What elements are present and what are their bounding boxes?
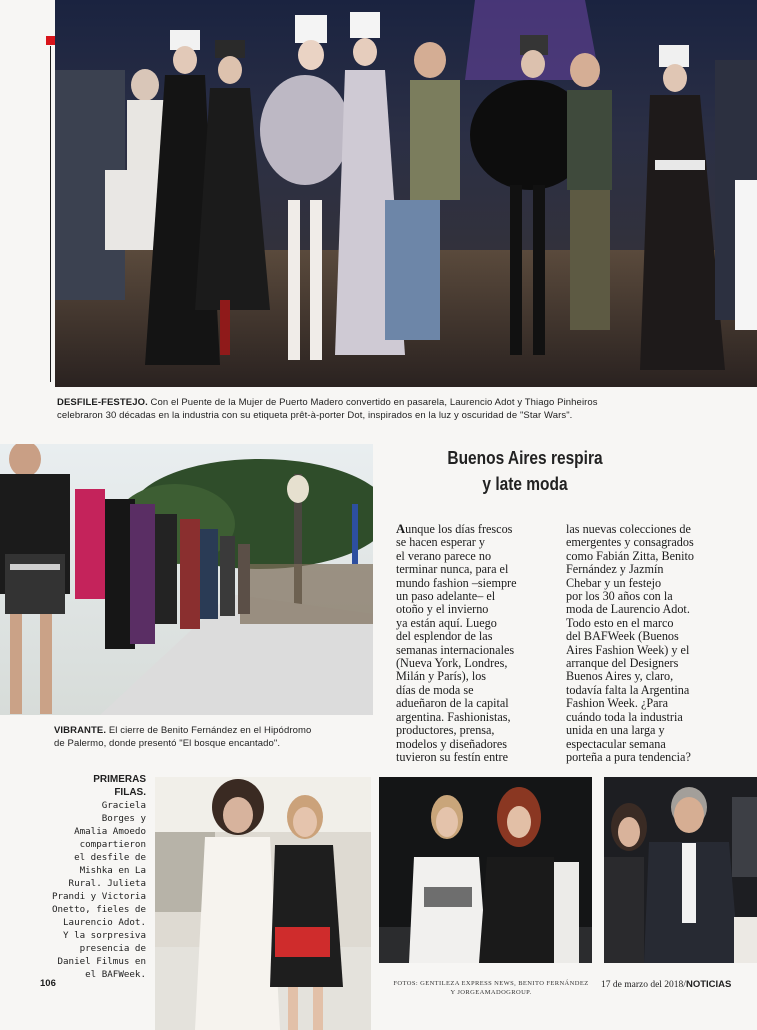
side-caption-line: Daniel Filmus en xyxy=(57,956,146,967)
article-line: argentina. Fashionistas, xyxy=(396,709,511,724)
article-column-2 xyxy=(566,523,736,764)
photo-credits xyxy=(386,980,596,997)
side-caption-line: Onetto, fieles de xyxy=(51,904,146,915)
article-line: Chebar y un festejo xyxy=(566,575,662,590)
headline-line-2: y late moda xyxy=(482,474,568,494)
caption-lead: VIBRANTE. xyxy=(54,725,107,736)
side-caption-line: el desfile de xyxy=(74,852,146,863)
article-line: modelos y diseñadores xyxy=(396,736,508,751)
article-line: otoño y el invierno xyxy=(396,602,489,617)
side-caption-line: Amalia Amoedo xyxy=(74,826,146,837)
caption-text-line2: celebraron 30 décadas en la industria con su etiqueta prêt-à-porter Dot, inspirados en la luz y oscuridad de "Star Wars". xyxy=(57,410,573,421)
column-2-text xyxy=(566,523,736,764)
article-line: terminar nunca, para el xyxy=(396,562,509,577)
article-line: moda de Laurencio Adot. xyxy=(566,602,690,617)
article-line: del esplendor de las xyxy=(396,629,493,644)
article-line: adueñaron de la capital xyxy=(396,696,509,711)
article-line: unida en una larga y xyxy=(566,723,665,738)
article-line: arranque del Designers xyxy=(566,656,679,671)
article-line: productores, prensa, xyxy=(396,723,495,738)
article-line: las nuevas colecciones de xyxy=(566,522,691,536)
photo-credits-line-2: Y JORGEAMADOGROUP. xyxy=(450,988,532,996)
article-line: por los 30 años con la xyxy=(566,589,673,604)
side-caption-line: compartieron xyxy=(79,839,146,850)
side-caption-line: Mishka en La xyxy=(79,865,146,876)
article-line: el verano parece no xyxy=(396,548,492,563)
side-caption-line: PRIMERAS xyxy=(93,774,146,785)
article-line: emergentes y consagrados xyxy=(566,535,694,550)
article-line: semanas internacionales xyxy=(396,642,515,657)
article-line: tuvieron su festín entre xyxy=(396,749,509,764)
page-number: 106 xyxy=(40,978,56,989)
headline-line-1: Buenos Aires respira xyxy=(447,448,603,468)
photo-prandi-onetto xyxy=(379,777,592,963)
magazine-name: NOTICIAS xyxy=(685,979,732,990)
side-caption-line: Rural. Julieta xyxy=(68,878,146,889)
caption-text: Con el Puente de la Mujer de Puerto Madero convertido en pasarela, Laurencio Adot y Thiago Pinheiros xyxy=(147,397,598,408)
article-line: del BAFWeek (Buenos xyxy=(566,629,679,644)
article-line: días de moda se xyxy=(396,682,474,697)
article-line: ya están aquí. Luego xyxy=(396,615,497,630)
article-line: como Fabián Zitta, Benito xyxy=(566,548,694,563)
column-1-text xyxy=(396,522,546,764)
side-caption-line: Borges y xyxy=(101,813,146,824)
article-line: Buenos Aires y, claro, xyxy=(566,669,674,684)
vertical-rule xyxy=(50,46,51,382)
photo-filmus xyxy=(604,777,757,963)
article-headline xyxy=(420,445,630,497)
side-caption-line: Prandi y Victoria xyxy=(51,891,146,902)
side-caption-line: FILAS. xyxy=(114,787,146,798)
article-line: Milán y París), los xyxy=(396,669,487,684)
article-line: un paso adelante– el xyxy=(396,589,496,604)
article-line: cuándo toda la industria xyxy=(566,709,683,724)
article-line: Aires Fashion Week) y el xyxy=(566,642,690,657)
photo-borges-amoedo xyxy=(155,777,371,1030)
article-line: (Nueva York, Londres, xyxy=(396,656,508,671)
article-line: espectacular semana xyxy=(566,736,666,751)
caption-desfile-festejo xyxy=(57,396,757,422)
caption-primeras-filas xyxy=(40,773,146,981)
caption-text-line2: de Palermo, donde presentó "El bosque encantado". xyxy=(54,738,281,749)
article-line: Fernández y Jazmín xyxy=(566,562,664,577)
article-column-1 xyxy=(396,523,546,764)
side-caption-line: Y la sorpresiva xyxy=(63,930,146,941)
side-caption-line: el BAFWeek. xyxy=(85,969,146,980)
article-line: Todo esto en el marco xyxy=(566,615,674,630)
caption-lead: DESFILE-FESTEJO. xyxy=(57,397,148,408)
article-line: porteña a pura tendencia? xyxy=(566,749,691,764)
side-caption-line: presencia de xyxy=(79,943,146,954)
article-line: todavía falta la Argentina xyxy=(566,682,690,697)
article-line: unque los días frescos xyxy=(405,522,513,536)
photo-runway-finale xyxy=(55,0,757,387)
article-line: Fashion Week. ¿Para xyxy=(566,696,669,711)
article-line: mundo fashion –siempre xyxy=(396,575,517,590)
article-line: se hacen esperar y xyxy=(396,535,485,550)
issue-date xyxy=(601,979,731,990)
photo-credits-line-1: FOTOS: GENTILEZA EXPRESS NEWS, BENITO FERNÁNDEZ xyxy=(393,980,589,987)
caption-vibrante xyxy=(54,724,374,750)
side-caption-line: Laurencio Adot. xyxy=(63,917,146,928)
side-caption-line: Graciela xyxy=(101,800,146,811)
drop-cap: A xyxy=(396,522,406,536)
date-text: 17 de marzo del 2018/ xyxy=(601,980,686,990)
caption-text: El cierre de Benito Fernández en el Hipódromo xyxy=(106,725,312,736)
photo-hipodromo-runway xyxy=(0,444,373,715)
